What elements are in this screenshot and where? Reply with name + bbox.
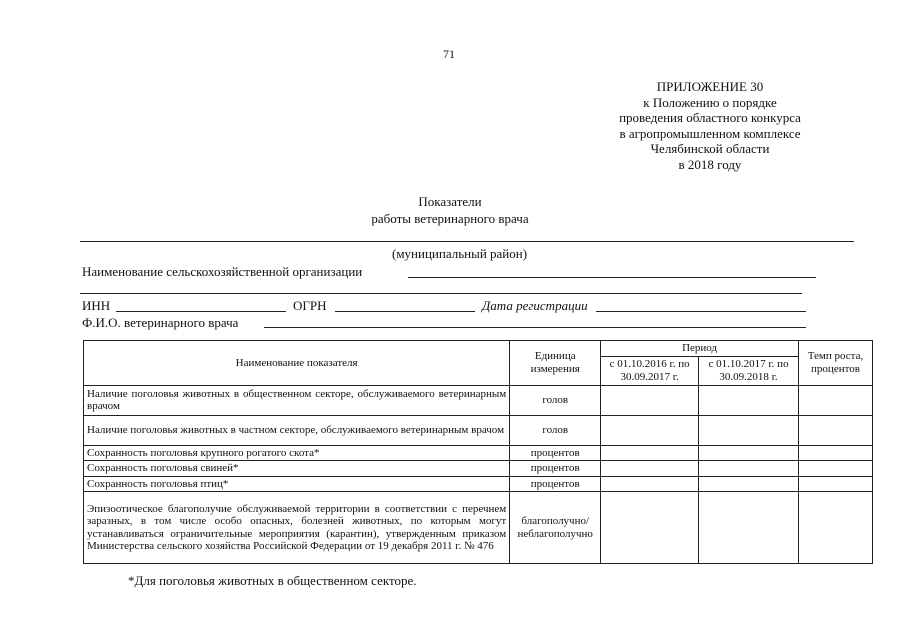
title-line-1: Показатели [418,194,482,209]
row-unit: процентов [510,461,601,477]
row-value-period-1[interactable] [601,415,699,445]
row-unit: благополучно/ неблагополучно [510,492,601,564]
table-row [84,476,873,492]
row-value-period-2[interactable] [699,415,799,445]
table-row [84,445,873,461]
table-row [84,415,873,445]
appendix-line: Челябинской области [650,141,770,156]
table-row [84,492,873,564]
row-value-period-2[interactable] [699,461,799,477]
row-value-period-2[interactable] [699,476,799,492]
row-value-growth[interactable] [799,492,873,564]
row-value-period-2[interactable] [699,445,799,461]
header-period: Период [601,341,799,357]
row-value-period-1[interactable] [601,461,699,477]
table-row [84,385,873,415]
ogrn-field-line[interactable] [335,311,475,312]
header-period-2: с 01.10.2017 г. по 30.09.2018 г. [699,356,799,385]
row-indicator-name: Сохранность поголовья свиней* [84,461,510,477]
indicators-table [83,340,873,564]
row-value-growth[interactable] [799,445,873,461]
row-indicator-name: Наличие поголовья животных в общественном секторе, обслуживаемого ветеринарным врачом [84,385,510,415]
org-field-line-2[interactable] [80,293,802,294]
reg-date-field-line[interactable] [596,311,806,312]
appendix-line: к Положению о порядке [643,94,777,110]
reg-date-label: Дата регистрации [482,298,588,313]
row-unit: процентов [510,476,601,492]
appendix-line: проведения областного конкурса [619,110,801,125]
vet-name-field-line[interactable] [264,327,806,328]
row-indicator-name: Сохранность поголовья птиц* [84,476,510,492]
inn-field-line[interactable] [116,311,286,312]
row-value-period-1[interactable] [601,492,699,564]
table-row [84,461,873,477]
header-indicator: Наименование показателя [84,341,510,386]
row-indicator-name: Наличие поголовья животных в частном секторе, обслуживаемого ветеринарным врачом [84,415,510,445]
row-value-growth[interactable] [799,461,873,477]
district-field-line[interactable] [80,241,854,242]
district-caption: (муниципальный район) [392,246,528,261]
org-field-line[interactable] [408,277,816,278]
row-value-growth[interactable] [799,476,873,492]
row-value-period-1[interactable] [601,476,699,492]
row-indicator-name: Эпизоотическое благополучие обслуживаемой территории в соответствии с перечнем заразных, в том числе особо опасных, болезней животных, по которым могут устанавливаться ограничительные мероприятия (карантин), утвержденным приказом Министерства сельского хозяйства Российской Федерации от 19 декабря 2011 г. № 476 [84,492,510,564]
appendix-header [560,79,860,172]
row-unit: голов [510,385,601,415]
vet-name-label: Ф.И.О. ветеринарного врача [82,315,239,330]
row-indicator-name: Сохранность поголовья крупного рогатого скота* [84,445,510,461]
row-value-growth[interactable] [799,415,873,445]
row-value-period-1[interactable] [601,445,699,461]
page-number: 71 [443,47,455,61]
row-value-period-1[interactable] [601,385,699,415]
inn-label: ИНН [82,298,111,313]
footnote: *Для поголовья животных в общественном секторе. [128,573,417,588]
row-unit: процентов [510,445,601,461]
title-line-2: работы ветеринарного врача [371,211,529,226]
row-unit: голов [510,415,601,445]
ogrn-label: ОГРН [293,298,327,313]
header-unit: Единица измерения [510,341,601,386]
row-value-growth[interactable] [799,385,873,415]
appendix-line: в агропромышленном комплексе [619,125,801,141]
appendix-line: ПРИЛОЖЕНИЕ 30 [656,79,764,94]
header-growth: Темп роста, процентов [799,341,873,386]
row-value-period-2[interactable] [699,492,799,564]
row-value-period-2[interactable] [699,385,799,415]
header-period-1: с 01.10.2016 г. по 30.09.2017 г. [601,356,699,385]
document-title [300,193,600,227]
org-label: Наименование сельскохозяйственной организации [82,264,363,279]
appendix-line: в 2018 году [678,156,742,172]
